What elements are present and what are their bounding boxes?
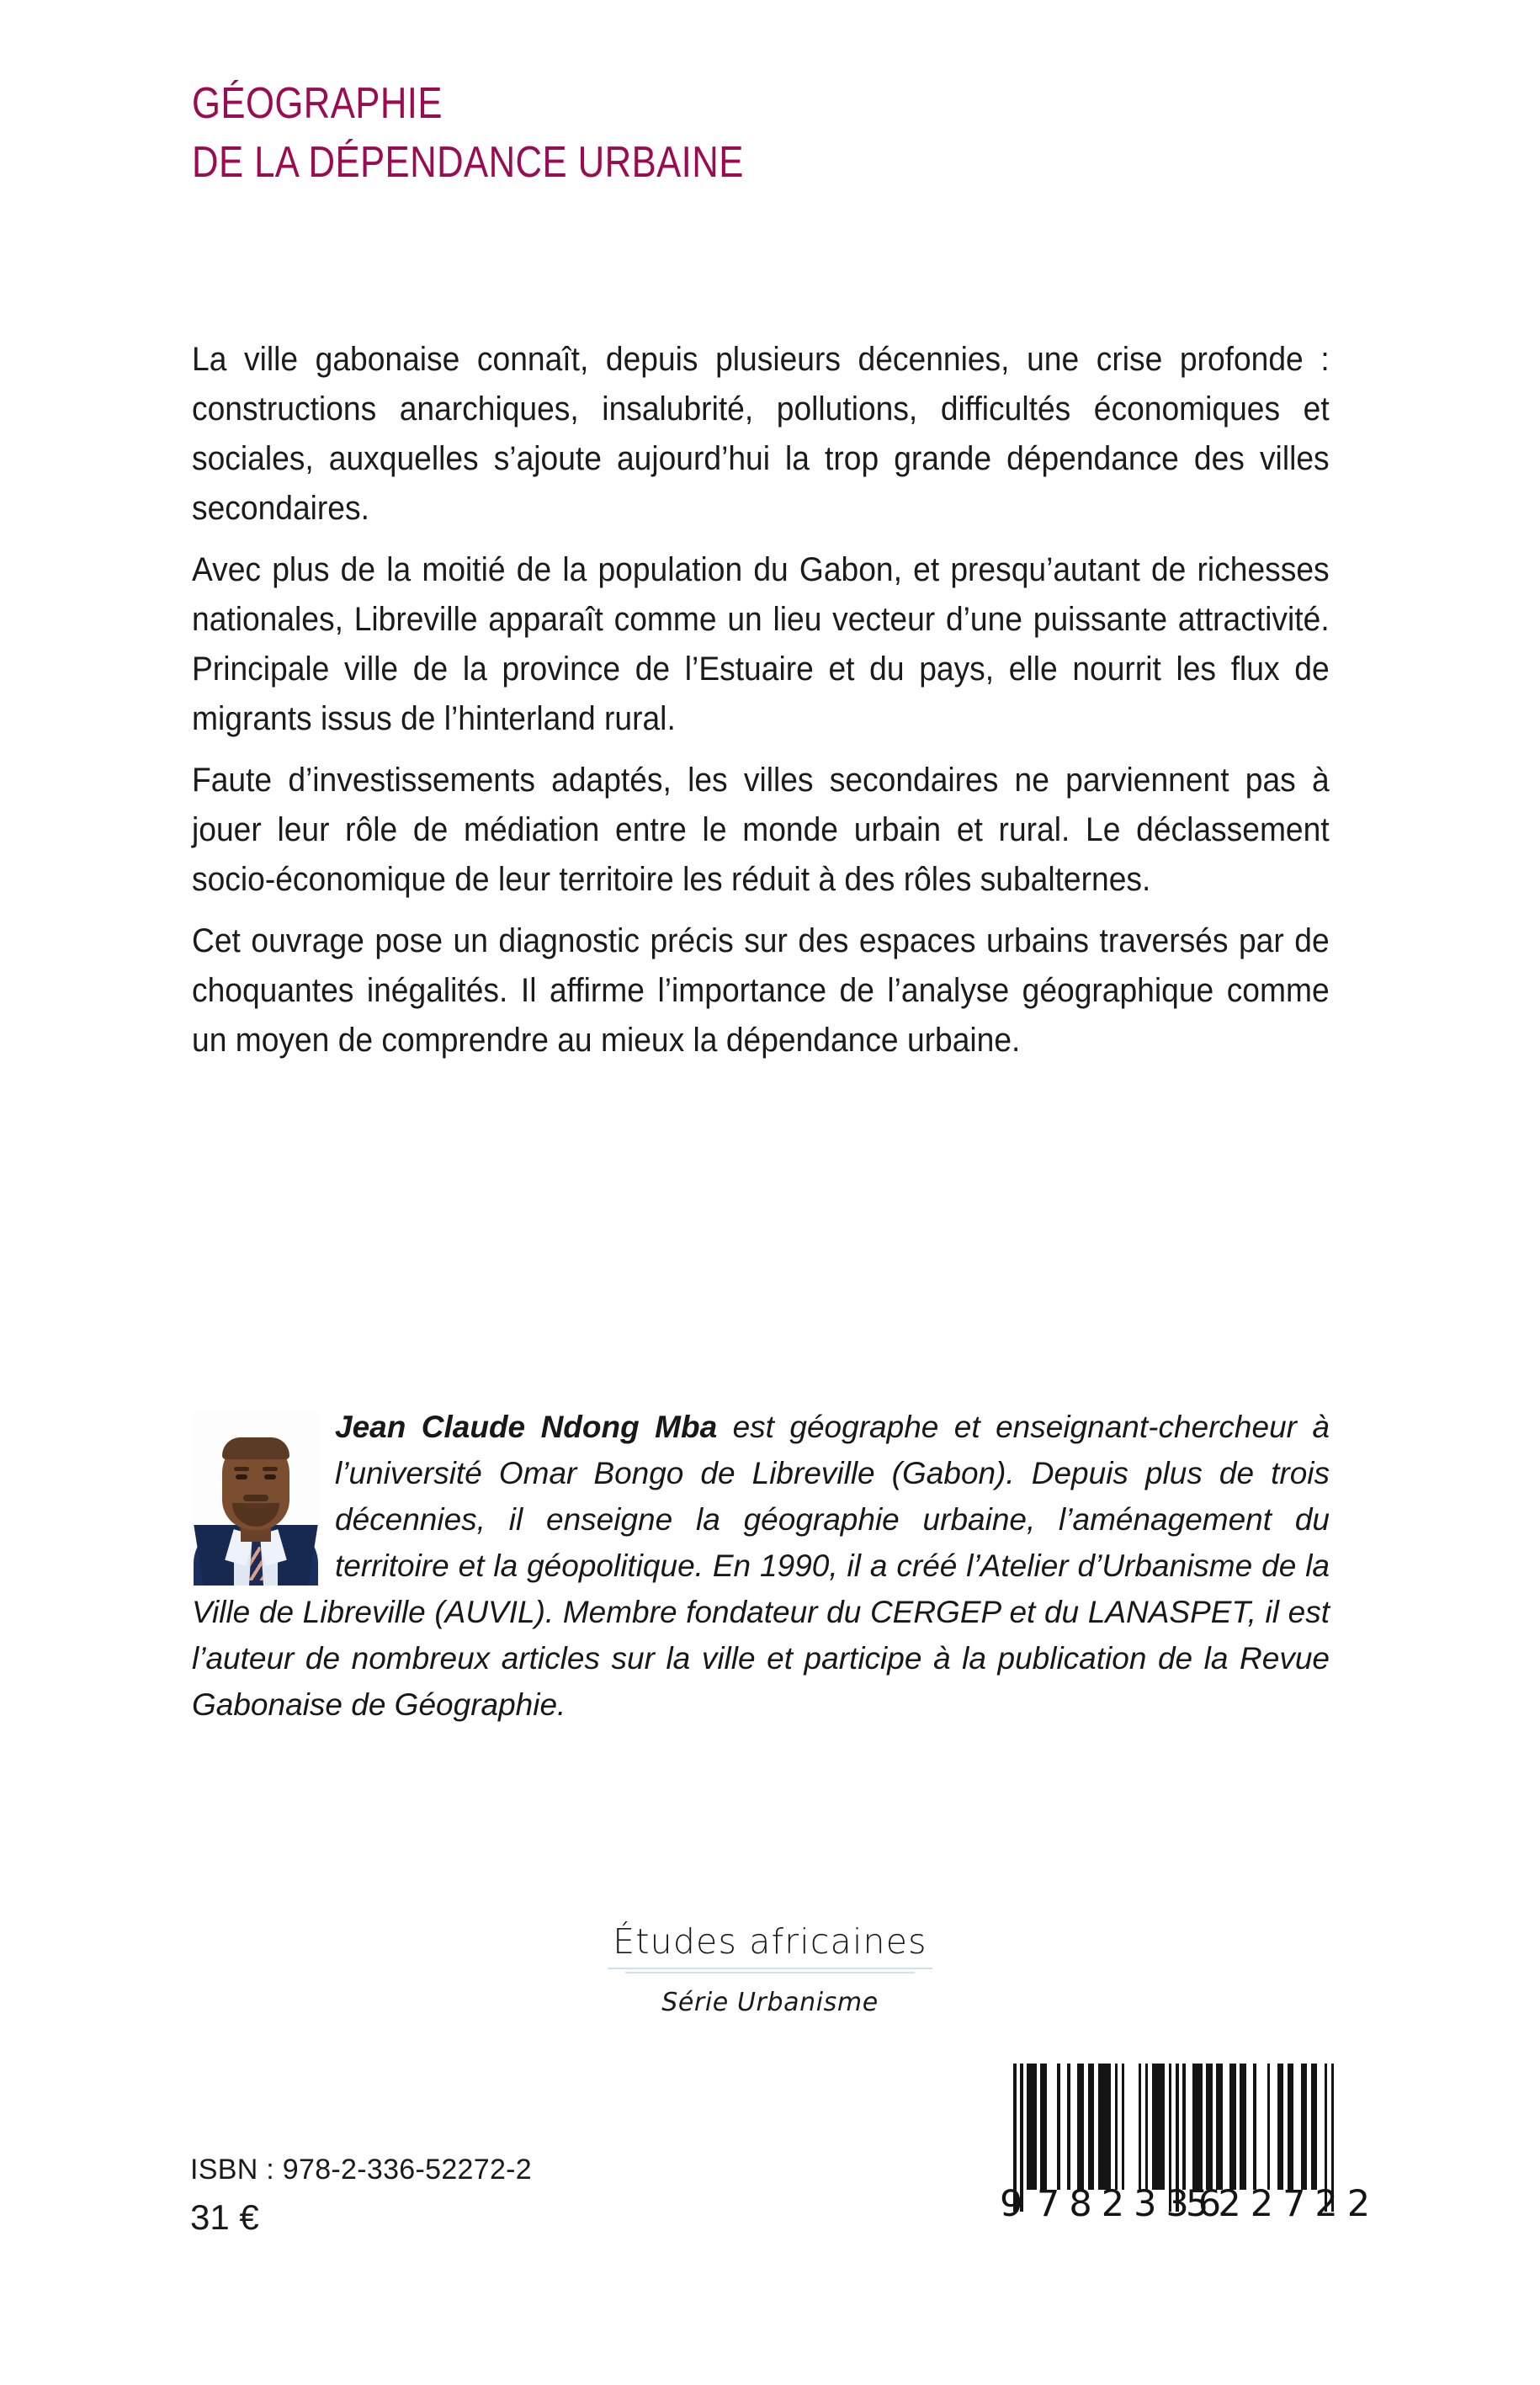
author-name: Jean Claude Ndong Mba bbox=[335, 1410, 718, 1444]
barcode-bar bbox=[1122, 2064, 1125, 2190]
blurb-paragraph-1: La ville gabonaise connaît, depuis plusieurs décennies, une crise profonde : constructions anarchiques, insalubrité, pollutions, difficultés économiques et sociales, auxquelles s’ajoute aujourd’hui la trop grande dépendance des villes secondaires. bbox=[192, 341, 1330, 527]
barcode-bar bbox=[1192, 2064, 1203, 2190]
barcode-bar bbox=[1182, 2064, 1186, 2190]
barcode-bar bbox=[1077, 2064, 1084, 2190]
portrait-eye-right bbox=[264, 1474, 276, 1479]
isbn-barcode bbox=[1000, 2064, 1380, 2242]
barcode-bar bbox=[1152, 2064, 1166, 2190]
barcode-bar bbox=[1288, 2064, 1294, 2190]
author-portrait-photo bbox=[192, 1410, 320, 1586]
barcode-bar bbox=[1206, 2064, 1213, 2190]
isbn-text: ISBN : 978-2-336-52272-2 bbox=[190, 2154, 533, 2186]
barcode-lead-digit: 9 bbox=[1000, 2183, 1024, 2225]
author-bio-body: est géographe et enseignant-chercheur à l’université Omar Bongo de Libreville (Gabon). Depuis plus de trois décennies, il enseigne la géographie urbaine, l’aménagement du territoire et la géopolitique. En 1990, il a créé l’Atelier d’Urbanisme de la Ville de Libreville (AUVIL). Membre fondateur du CERGEP et du LANASPET, il est l’auteur de nombreux articles sur la ville et participe à la publication de la Revue Gabonaise de Géographie. bbox=[192, 1410, 1330, 1722]
title-line-1: GÉOGRAPHIE bbox=[192, 79, 443, 128]
back-cover-blurb bbox=[192, 335, 1330, 1065]
portrait-mouth bbox=[245, 1503, 267, 1508]
book-title bbox=[192, 74, 1336, 192]
series-collection-name: Études africaines bbox=[608, 1920, 932, 1969]
portrait-moustache bbox=[243, 1495, 268, 1501]
barcode-bar bbox=[1229, 2064, 1236, 2190]
portrait-eyebrow-left bbox=[234, 1467, 249, 1471]
barcode-bar bbox=[1098, 2064, 1112, 2190]
series-block bbox=[0, 1920, 1540, 2021]
series-divider-rule bbox=[625, 1972, 915, 1973]
barcode-bar bbox=[1216, 2064, 1223, 2190]
blurb-paragraph-2: Avec plus de la moitié de la population du Gabon, et presqu’autant de richesses nationales, Libreville apparaît comme un lieu vecteur d’une puissante attractivité. Principale ville de la province de l’Estuaire et du pays, elle nourrit les flux de migrants issus de l’hinterland rural. bbox=[192, 551, 1330, 737]
barcode-bar bbox=[1067, 2064, 1070, 2190]
blurb-paragraph-4: Cet ouvrage pose un diagnostic précis sur des espaces urbains traversés par de choquantes inégalités. Il affirme l’importance de l’analyse géographique comme un moyen de comprendre au mieux la dépendance urbaine. bbox=[192, 922, 1330, 1059]
author-bio-text bbox=[192, 1404, 1330, 1728]
blurb-paragraph-3: Faute d’investissements adaptés, les villes secondaires ne parviennent pas à jouer leur rôle de médiation entre le monde urbain et rural. Le déclassement socio-économique de leur territoire les réduit à des rôles subalternes. bbox=[192, 762, 1330, 898]
portrait-hair bbox=[222, 1437, 289, 1459]
author-bio-block bbox=[192, 1404, 1330, 1728]
barcode-bar bbox=[1057, 2064, 1060, 2190]
barcode-bar bbox=[1139, 2064, 1142, 2190]
barcode-bar bbox=[1240, 2064, 1246, 2190]
barcode-bar bbox=[1027, 2064, 1037, 2190]
barcode-bar bbox=[1267, 2064, 1271, 2190]
series-subseries-name: Série Urbanisme bbox=[661, 1988, 879, 2017]
barcode-bar bbox=[1311, 2064, 1318, 2190]
barcode-bar bbox=[1253, 2064, 1256, 2190]
barcode-bar bbox=[1040, 2064, 1047, 2190]
barcode-bar bbox=[1115, 2064, 1118, 2190]
barcode-left-group: 782336 bbox=[1037, 2183, 1231, 2225]
portrait-eye-left bbox=[236, 1474, 247, 1479]
barcode-digits bbox=[1000, 2183, 1380, 2230]
barcode-bar bbox=[1301, 2064, 1308, 2190]
title-line-2: DE LA DÉPENDANCE URBAINE bbox=[192, 138, 744, 187]
barcode-right-group: 522722 bbox=[1186, 2183, 1380, 2225]
barcode-bar bbox=[1277, 2064, 1284, 2190]
barcode-bar bbox=[1145, 2064, 1149, 2190]
barcode-bar bbox=[1088, 2064, 1095, 2190]
portrait-eyebrow-right bbox=[263, 1467, 278, 1471]
price-text: 31 € bbox=[190, 2197, 259, 2237]
